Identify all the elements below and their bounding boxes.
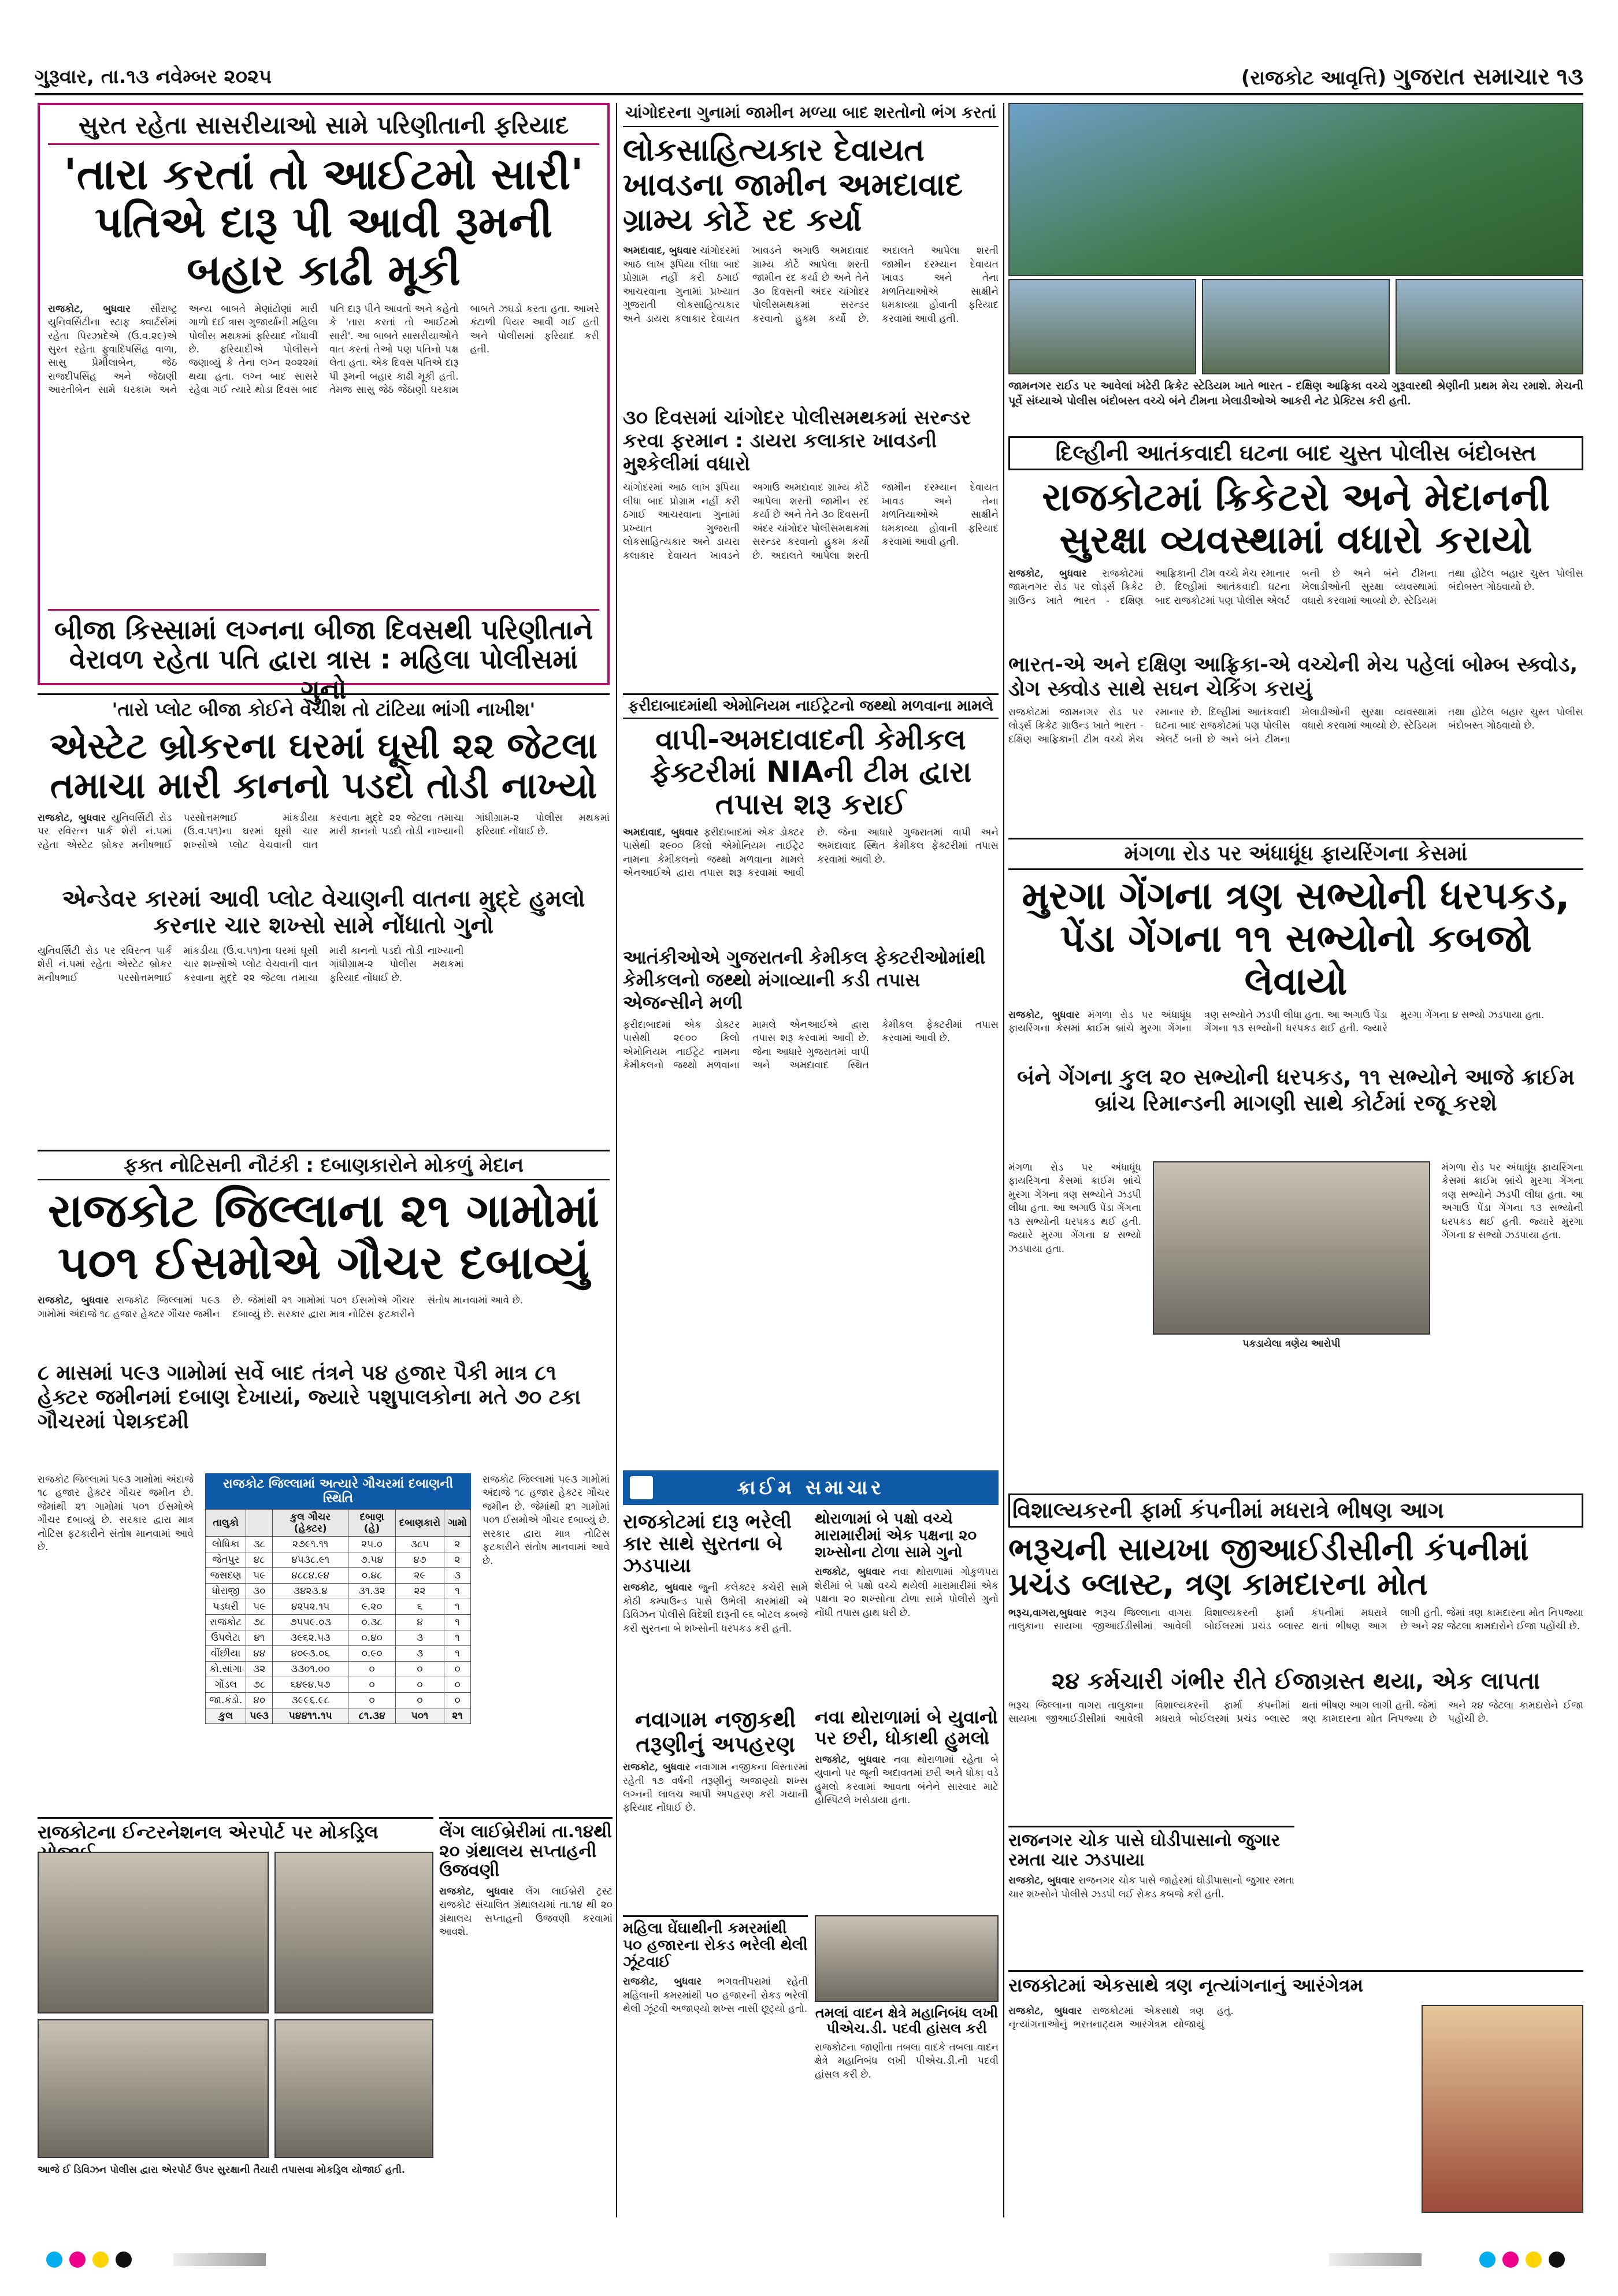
kicker: સુરત રહેતા સાસરીયાઓ સામે પરિણીતાની ફરિયાદ (48, 111, 599, 145)
table-cell: ૨૯ (395, 1568, 444, 1584)
table-cell: ૩૨ (246, 1662, 273, 1677)
body-text-cont-2: રાજકોટ જિલ્લામાં ૫૯૩ ગામોમાં અંદાજે ૧૮ હજાર હેક્ટર ગૌચર જમીન છે. જેમાંથી ૨૧ ગામોમાં ૫૦૧ ઈસમોએ ગૌચર દબાવ્યું છે. સરકાર દ્વારા માત્ર નોટિસ ફટકારીને સંતોષ માનવામાં આવે છે. (483, 1474, 610, 1567)
body-text: ભરૂચ જિલ્લાના વાગરા તાલુકાના સાયખા જીઆઈડીસીમાં આવેલી વિશાલ્યકરની ફાર્મા કંપનીમાં મધરાત્રે બોઈલરમાં પ્રચંડ બ્લાસ્ટ થતાં ભીષણ આગ લાગી હતી. જેમાં ત્રણ કામદારના મોત નિપજ્યા છે અને ૨૪ જેટલા કામદારોને ઈજા પહોંચી છે. (1008, 1607, 1583, 1633)
tabla-player-photo (815, 1915, 999, 2002)
table-cell: ૯.૨૦ (348, 1599, 395, 1615)
headline: લોકસાહિત્યકાર દેવાયત ખાવડના જામીન અમદાવાદ ગ્રામ્ય કોર્ટે રદ કર્યા (623, 132, 963, 238)
story-tabla-phd (815, 1915, 999, 2216)
table-cell: કુલ (206, 1708, 246, 1724)
table-cell: ૦.૯૦ (348, 1646, 395, 1662)
brand-logo: ગુજરાત સમાચાર (1393, 64, 1550, 90)
table-cell: ૭.૫૪ (348, 1552, 395, 1568)
table-cell: ૭૮ (246, 1615, 273, 1630)
table-total-row (206, 1708, 471, 1724)
table-cell: ૩ (395, 1646, 444, 1662)
black-dot (1549, 2252, 1565, 2268)
table-header-cell: ગામો (444, 1510, 471, 1537)
table-cell: જેતપુર (206, 1552, 246, 1568)
story-murga-gang (1008, 838, 1583, 1485)
table-cell: ૩૦ (246, 1584, 273, 1599)
table-cell: ૪ (395, 1615, 444, 1630)
table-cell: ૫૯૩ (246, 1708, 273, 1724)
table-cell: ૩ (395, 1630, 444, 1646)
table-header-cell: દબાણ (હે) (348, 1510, 395, 1537)
data-table (205, 1509, 471, 1724)
dateline: રાજકોટ, બુધવાર (439, 1885, 514, 1897)
body-text-cont-2: મંગળા રોડ પર અંધાધૂંધ ફાયરિંગના કેસમાં ક્રાઈમ બ્રાંચે મુરગા ગેંગના ત્રણ સભ્યોને ઝડપી લીધા હતા. આ અગાઉ પેંડા ગેંગના ૧૩ સભ્યોની ધરપકડ થઈ હતી. જ્યારે મુરગા ગેંગના ૪ સભ્યો ઝડપાયા હતા. (1442, 1162, 1583, 1242)
dateline: રાજકોટ, બુધવાર (38, 812, 106, 824)
body-text: નવાગામ નજીકના વિસ્તારમાં રહેતી ૧૭ વર્ષની તરૂણીનું અજાણ્યો શખ્સ લગ્નની લાલચ આપી અપહરણ કરી ગયાની ફરિયાદ નોંધાઈ છે. (623, 1762, 808, 1814)
headline: રાજકોટમાં દારૂ ભરેલી કાર સાથે સુરતના બે ઝડપાયા (623, 1510, 792, 1578)
table-cell: જસદણ (206, 1568, 246, 1584)
headline: થોરાળામાં બે પક્ષો વચ્ચે મારામારીમાં એક પક્ષના ૨૦ શખ્સોના ટોળા સામે ગુનો (815, 1510, 977, 1562)
table-cell: ૦.૩૮ (348, 1615, 395, 1630)
dateline: રાજકોટ, બુધવાર (815, 1753, 886, 1766)
mockdrill-photo-3 (38, 2019, 269, 2158)
dateline: અમદાવાદ, બુધવાર (623, 827, 699, 838)
table-cell: ૪૭ (395, 1552, 444, 1568)
gauchar-table (205, 1473, 471, 1724)
table-cell: રાજકોટ (206, 1615, 246, 1630)
table-cell: ૪૧ (246, 1630, 273, 1646)
table-cell: ૪૦૯૩.૦૬ (272, 1646, 348, 1662)
subheadline: આતંકીઓએ ગુજરાતની કેમીકલ ફેક્ટરીઓમાંથી કેમીકલનો જથ્થો મંગાવ્યાની કડી તપાસ એજન્સીને મળી (623, 946, 986, 1013)
story-bharuch-blast (1008, 1493, 1583, 1817)
headline: રાજકોટના ઈન્ટરનેશનલ એરપોર્ટ પર મોકડ્રિલ (38, 1817, 433, 1864)
table-row (206, 1646, 471, 1662)
body-text: ભગવતીપરામાં રહેતી મહિલાની કમરમાંથી ૫૦ હજારની રોકડ ભરેલી થેલી ઝૂંટવી અજાણ્યો શખ્સ નાસી છૂટ્યો હતો. (623, 1976, 808, 2015)
dateline: રાજકોટ, બુધવાર (38, 1295, 109, 1307)
subheadline: ભારત-એ અને દક્ષિણ આફ્રિકા-એ વચ્ચેની મેચ પહેલાં બોમ્બ સ્ક્વોડ, ડોગ સ્ક્વોડ સાથે સઘન ચેકિંગ કરાયું (1008, 652, 1578, 701)
table-cell: ૬ (395, 1599, 444, 1615)
table-cell: ૧ (444, 1630, 471, 1646)
table-cell: ૦ (348, 1662, 395, 1677)
headline: નવા થોરાળામાં બે યુવાનો પર છરી, ધોકાથી હુમલો (815, 1706, 998, 1749)
table-cell: ૨૨ (395, 1584, 444, 1599)
table-cell: લોધિકા (206, 1537, 246, 1552)
body-text: ફરીદાબાદમાં એક ડોક્ટર પાસેથી ૨૯૦૦ કિલો એમોનિયમ નાઈટ્રેટ નામના કેમીકલનો જથ્થો મળવાના મામલે એનઆઈએ દ્વારા તપાસ શરૂ કરવામાં આવી છે. જેના આધારે ગુજરાતમાં વાપી અને અમદાવાદ સ્થિત કેમીકલ ફેક્ટરીમાં તપાસ કરવામાં આવી છે. (623, 827, 999, 879)
table-cell: ૦.૪૮ (348, 1568, 395, 1584)
dateline: રાજકોટ, બુધવાર (815, 1566, 885, 1578)
table-title: રાજકોટ જિલ્લામાં અત્યારે ગૌચરમાં દબાણની સ્થિતિ (205, 1473, 471, 1509)
yellow-dot (1526, 2252, 1542, 2268)
table-cell: ૫૯ (246, 1568, 273, 1584)
mockdrill-photo-1 (38, 1852, 269, 2013)
body-text-cont: રાજકોટમાં જામનગર રોડ પર લોર્ડ્સ ક્રિકેટ ગ્રાઉન્ડ ખાતે ભારત - દક્ષિણ આફ્રિકાની ટીમ વચ્ચે મેચ રમાનાર છે. દિલ્હીમાં આતંકવાદી ઘટના બાદ રાજકોટમાં પણ પોલીસ એલર્ટ બની છે અને બંને ટીમના ખેલાડીઓની સુરક્ષા વ્યવસ્થામાં વધારો કરવામાં આવ્યો છે. સ્ટેડિયમ તથા હોટેલ બહાર ચુસ્ત પોલીસ બંદોબસ્ત ગોઠવાયો છે. (1008, 706, 1583, 745)
story-knife-attack (815, 1707, 999, 1909)
body-text: જુની કલેક્ટર કચેરી સામે કોઠી કમ્પાઉન્ડ પાસે ઉભેલી કારમાંથી એ ડિવિઝન પોલીસે વિદેશી દારૂની ૯૬ બોટલ કબજે કરી સુરતના બે શખ્સોની ધરપકડ કરી હતી. (623, 1582, 808, 1634)
table-cell: ૧ (444, 1599, 471, 1615)
table-cell: ૩૯૬૨.૫૩ (272, 1630, 348, 1646)
table-cell: ૦ (348, 1677, 395, 1693)
table-row (206, 1584, 471, 1599)
dateline: રાજકોટ, બુધવાર (1008, 1009, 1080, 1021)
body-text-cont: મંગળા રોડ પર અંધાધૂંધ ફાયરિંગના કેસમાં ક્રાઈમ બ્રાંચે મુરગા ગેંગના ત્રણ સભ્યોને ઝડપી લીધા હતા. આ અગાઉ પેંડા ગેંગના ૧૩ સભ્યોની ધરપકડ થઈ હતી. જ્યારે મુરગા ગેંગના ૪ સભ્યો ઝડપાયા હતા. (1008, 1162, 1141, 1255)
cricket-photo-main (1008, 103, 1583, 276)
table-cell: ૬૪૯૪.૫૭ (272, 1677, 348, 1693)
column-rule (1003, 103, 1004, 2217)
cricket-photo-4 (1396, 279, 1583, 374)
photo-caption: પકડાયેલા ત્રણેય આરોપી (1242, 1338, 1341, 1350)
headline: મહિલા ઘેંઘાથીની કમરમાંથી ૫૦ હજારના રોકડ ભરેલી થેલી ઝૂંટવાઈ (623, 1915, 808, 1971)
story-cricket-photos (1008, 103, 1583, 374)
table-header-row (206, 1510, 471, 1537)
black-dot (116, 2252, 132, 2268)
body-text: મંગળા રોડ પર અંધાધૂંધ ફાયરિંગના કેસમાં ક્રાઈમ બ્રાંચે મુરગા ગેંગના ત્રણ સભ્યોને ઝડપી લીધા હતા. આ અગાઉ પેંડા ગેંગના ૧૩ સભ્યોની ધરપકડ થઈ હતી. જ્યારે મુરગા ગેંગના ૪ સભ્યો ઝડપાયા હતા. (1008, 1009, 1545, 1035)
body-text: રાજનગર ચોક પાસે જાહેરમાં ઘોડીપાસાનો જુગાર રમતા ચાર શખ્સોને પોલીસે ઝડપી લઈ રોકડ કબજે કરી હતી. (1008, 1875, 1295, 1900)
table-cell: ૪૪ (246, 1646, 273, 1662)
headline: રાજનગર ચોક પાસે ઘોડીપાસાનો જુગાર રમતા ચાર ઝડપાયા (1008, 1826, 1294, 1870)
table-cell: ૨૧ (444, 1708, 471, 1724)
body-text: રાજકોટના જાણીતા તબલા વાદકે તબલા વાદન ક્ષેત્રે મહાનિબંધ લખી પીએચ.ડી.ની પદવી હાંસલ કરી છે. (815, 2041, 999, 2080)
body-text: રાજકોટમાં જામનગર રોડ પર લોર્ડ્સ ક્રિકેટ ગ્રાઉન્ડ ખાતે ભારત - દક્ષિણ આફ્રિકાની ટીમ વચ્ચે મેચ રમાનાર છે. દિલ્હીમાં આતંકવાદી ઘટના બાદ રાજકોટમાં પણ પોલીસ એલર્ટ બની છે અને બંને ટીમના ખેલાડીઓની સુરક્ષા વ્યવસ્થામાં વધારો કરવામાં આવ્યો છે. સ્ટેડિયમ તથા હોટેલ બહાર ચુસ્ત પોલીસ બંદોબસ્ત ગોઠવાયો છે. (1008, 567, 1583, 607)
story-liquor-car (623, 1511, 808, 1701)
body-text-cont: ફરીદાબાદમાં એક ડોક્ટર પાસેથી ૨૯૦૦ કિલો એમોનિયમ નાઈટ્રેટ નામના કેમીકલનો જથ્થો મળવાના મામલે એનઆઈએ દ્વારા તપાસ શરૂ કરવામાં આવી છે. જેના આધારે ગુજરાતમાં વાપી અને અમદાવાદ સ્થિત કેમીકલ ફેક્ટરીમાં તપાસ કરવામાં આવી છે. (623, 1019, 999, 1072)
table-cell: ૦ (348, 1693, 395, 1708)
table-header-cell: કુલ ગૌચર (હેક્ટર) (272, 1510, 348, 1537)
second-headline: બીજા કિસ્સામાં લગ્નના બીજા દિવસથી પરિણીતાને વેરાવળ રહેતા પતિ દ્વારા ત્રાસ : મહિલા પોલીસમાં ગુનો (48, 609, 599, 705)
kicker: ફરીદાબાદમાંથી એમોનિયમ નાઈટ્રેટનો જથ્થો મળવાના મામલે (623, 693, 999, 719)
table-row (206, 1677, 471, 1693)
table-cell: ૪૨૫૨.૧૫ (272, 1599, 348, 1615)
table-row (206, 1693, 471, 1708)
dateline: રાજકોટ, બુધવાર (623, 1762, 691, 1774)
body-text-cont: ભરૂચ જિલ્લાના વાગરા તાલુકાના સાયખા જીઆઈડીસીમાં આવેલી વિશાલ્યકરની ફાર્મા કંપનીમાં મધરાત્રે બોઈલરમાં પ્રચંડ બ્લાસ્ટ થતાં ભીષણ આગ લાગી હતી. જેમાં ત્રણ કામદારના મોત નિપજ્યા છે અને ૨૪ જેટલા કામદારોને ઈજા પહોંચી છે. (1008, 1699, 1583, 1725)
body-text: ચાંગોદરમાં આઠ લાખ રૂપિયા લીધા બાદ પ્રોગ્રામ નહીં કરી ઠગાઈ આચરવાના ગુનામાં પ્રખ્યાત ગુજરાતી લોકસાહિત્યકાર અને ડાયરા કલાકાર દેવાયત ખાવડને અગાઉ અમદાવાદ ગ્રામ્ય કોર્ટે આપેલા શરતી જામીન રદ કર્યા છે અને તેને ૩૦ દિવસની અંદર ચાંગોદર પોલીસમથકમાં સરન્ડર કરવાનો હુકમ કર્યો છે. અદાલતે આપેલા શરતી જામીન દરમ્યાન દેવાયત ખાવડ અને તેના મળતિયાઓએ સાક્ષીને ધમકાવ્યા હોવાની ફરિયાદ કરવામાં આવી હતી. (623, 245, 999, 325)
subheadline: ૨૪ કર્મચારી ગંભીર રીતે ઈજાગ્રસ્ત થયા, એક લાપતા (1051, 1667, 1541, 1695)
table-cell: ૩૪૨૩.૪ (272, 1584, 348, 1599)
story-kidnapping (623, 1707, 808, 1909)
table-cell: ૦ (444, 1693, 471, 1708)
kicker: દિલ્હીની આતંકવાદી ઘટના બાદ ચુસ્ત પોલીસ બંદોબસ્ત (1008, 436, 1583, 470)
table-header-cell (246, 1510, 273, 1537)
headline: 'તારા કરતાં તો આઈટમો સારી' પતિએ દારૂ પી આવી રૂમની બહાર કાઢી મૂકી (64, 150, 584, 295)
page-number: ૧૩ (1556, 64, 1583, 90)
table-cell: કો.સાંગા (206, 1662, 246, 1677)
body-text: નવા થોરાળામાં ગોકુળપરા શેરીમાં બે પક્ષો વચ્ચે થયેલી મારામારીમાં એક પક્ષના ૨૦ શખ્સોના ટોળા સામે પોલીસે ગુનો નોંધી તપાસ હાથ ધરી છે. (815, 1566, 999, 1619)
dateline: ભરૂચ,વાગરા,બુધવાર (1008, 1607, 1087, 1619)
table-cell: ૧ (444, 1646, 471, 1662)
body-text: યુનિવર્સિટી રોડ પર રવિરત્ન પાર્ક શેરી નં.૫માં રહેતા એસ્ટેટ બ્રોકર મનીષભાઈ પરસોત્તમભાઈ માંકડીયા (ઉ.વ.૫૧)ના ઘરમાં ઘૂસી ચાર શખ્સોએ પ્લોટ વેચવાની વાત કરવાના મુદ્દે ૨૨ જેટલા તમાચા મારી કાનનો પડદો તોડી નાખ્યાની ગાંધીગ્રામ-૨ પોલીસ મથકમાં ફરિયાદ નોંધાઈ છે. (38, 812, 610, 851)
issue-date: ગુરૂવાર, તા.૧૩ નવેમ્બર ૨૦૨૫ (35, 65, 272, 88)
table-cell: ૨૭૯૧.૧૧ (272, 1537, 348, 1552)
cyan-dot (46, 2252, 62, 2268)
table-cell: ૦ (395, 1662, 444, 1677)
registration-bar (1329, 2253, 1422, 2266)
story-dowry (38, 103, 610, 705)
story-gambling (1008, 1826, 1294, 1964)
table-cell: ૦ (395, 1693, 444, 1708)
story-devayat-khavad (623, 103, 999, 686)
table-row (206, 1537, 471, 1552)
mockdrill-photo-2 (274, 1852, 433, 2013)
table-row (206, 1662, 471, 1677)
kicker: ફક્ત નોટિસની નૌટંકી : દબાણકારોને મોકળું મેદાન (38, 1150, 610, 1180)
cricket-photo-3 (1202, 279, 1390, 374)
body-text-cont: યુનિવર્સિટી રોડ પર રવિરત્ન પાર્ક શેરી નં.૫માં રહેતા એસ્ટેટ બ્રોકર મનીષભાઈ પરસોત્તમભાઈ માંકડીયા (ઉ.વ.૫૧)ના ઘરમાં ઘૂસી ચાર શખ્સોએ પ્લોટ વેચવાની વાત કરવાના મુદ્દે ૨૨ જેટલા તમાચા મારી કાનનો પડદો તોડી નાખ્યાની ગાંધીગ્રામ-૨ પોલીસ મથકમાં ફરિયાદ નોંધાઈ છે. (38, 945, 464, 984)
edition: (રાજકોટ આવૃત્તિ) (1241, 66, 1387, 90)
dateline: રાજકોટ, બુધવાર (48, 303, 131, 315)
story-thorala-clash (815, 1511, 999, 1701)
body-text: નવા થોરાળામાં રહેતા બે યુવાનો પર જૂની અદાવતમાં છરી અને ધોકા વડે હુમલો કરવામાં આવતા બંનેને સારવાર માટે હોસ્પિટલે ખસેડાયા હતા. (815, 1753, 999, 1807)
kicker: 'તારો પ્લોટ બીજા કોઈને વેચીશ તો ટાંટિયા ભાંગી નાખીશ' (38, 693, 610, 721)
table-cell: ઉપલેટા (206, 1630, 246, 1646)
photo-caption: જામનગર રાઈડ પર આવેલાં ખંઢેરી ક્રિકેટ સ્ટેડિયમ ખાતે ભારત - દક્ષિણ આફ્રિકા વચ્ચે ગુરૂવારથી શ્રેણીની પ્રથમ મેચ રમાશે. મેચની પૂર્વે સંધ્યાએ પોલીસ બંદોબસ્ત વચ્ચે બંને ટીમના ખેલાડીઓએ આકરી નેટ પ્રેક્ટિસ કરી હતી. (1008, 380, 1583, 408)
headline: રાજકોટ જિલ્લાના ૨૧ ગામોમાં ૫૦૧ ઈસમોએ ગૌચર દબાવ્યું (47, 1184, 600, 1290)
dateline: રાજકોટ, બુધવાર (1008, 567, 1087, 579)
table-cell: ૩૮૫ (395, 1537, 444, 1552)
magenta-dot (1502, 2252, 1519, 2268)
story-cricket-security (1008, 436, 1583, 829)
body-text: લેંગ લાઈબ્રેરી ટ્રસ્ટ રાજકોટ સંચાલિત ગ્રંથાલયમાં તા.૧૪ થી ૨૦ ગ્રંથાલય સપ્તાહની ઉજવણી કરવામાં આવશે. (439, 1885, 613, 1938)
body-text-cont: ચાંગોદરમાં આઠ લાખ રૂપિયા લીધા બાદ પ્રોગ્રામ નહીં કરી ઠગાઈ આચરવાના ગુનામાં પ્રખ્યાત ગુજરાતી લોકસાહિત્યકાર અને ડાયરા કલાકાર દેવાયત ખાવડને અગાઉ અમદાવાદ ગ્રામ્ય કોર્ટે આપેલા શરતી જામીન રદ કર્યા છે અને તેને ૩૦ દિવસની અંદર ચાંગોદર પોલીસમથકમાં સરન્ડર કરવાનો હુકમ કર્યો છે. અદાલતે આપેલા શરતી જામીન દરમ્યાન દેવાયત ખાવડ અને તેના મળતિયાઓએ સાક્ષીને ધમકાવ્યા હોવાની ફરિયાદ કરવામાં આવી હતી. (623, 482, 999, 562)
story-arangetram (1008, 1970, 1583, 2216)
table-cell: ધોરાજી (206, 1584, 246, 1599)
accused-photo (1153, 1161, 1430, 1335)
table-cell: ૩૩૦૧.૦૦ (272, 1662, 348, 1677)
headline: ભરૂચની સાયખા જીઆઈડીસીની કંપનીમાં પ્રચંડ બ્લાસ્ટ, ત્રણ કામદારના મોત (1008, 1531, 1529, 1603)
table-cell: ૦.૪૦ (348, 1630, 395, 1646)
table-cell: ૪૫૩૮.૯૧ (272, 1552, 348, 1568)
table-row (206, 1615, 471, 1630)
table-cell: ૩૮ (246, 1537, 273, 1552)
table-cell: ૦ (395, 1677, 444, 1693)
story-cash-snatching (623, 1915, 808, 2216)
mockdrill-photo-4 (274, 2019, 433, 2158)
dateline: અમદાવાદ, બુધવાર (623, 245, 697, 257)
headline: મુરગા ગેંગના ત્રણ સભ્યોની ધરપકડ, પેંડા ગેંગના ૧૧ સભ્યોનો કબજો લેવાયો (1022, 874, 1570, 1004)
headline: એસ્ટેટ બ્રોકરના ઘરમાં ઘૂસી ૨૨ જેટલા તમાચા મારી કાનનો પડદો તોડી નાખ્યો (49, 725, 598, 807)
yellow-dot (92, 2252, 109, 2268)
table-header-cell: દબાણકારો (395, 1510, 444, 1537)
story-nia-chemical (623, 693, 999, 1179)
kicker: મંગળા રોડ પર અંધાધૂંધ ફાયરિંગના કેસમાં (1008, 838, 1583, 870)
dancer-photo (1422, 2005, 1583, 2213)
table-cell: ૩૧.૩૨ (348, 1584, 395, 1599)
magenta-dot (69, 2252, 86, 2268)
table-cell: ૭૫૫૯.૦૩ (272, 1615, 348, 1630)
table-row (206, 1599, 471, 1615)
subheadline: ૮ માસમાં ૫૯૩ ગામોમાં સર્વે બાદ તંત્રને ૫૪ હજાર પૈકી માત્ર ૮૧ હેક્ટર જમીનમાં દબાણ દેખાયાં, જ્યારે પશુપાલકોના મતે ૭૦ ટકા ગૌચરમાં પેશકદમી (38, 1361, 581, 1434)
subheadline: બંને ગેંગના કુલ ૨૦ સભ્યોની ધરપકડ, ૧૧ સભ્યોને આજે ક્રાઈમ બ્રાંચ રિમાન્ડની માગણી સાથે કોર્ટમાં રજૂ કરશે (1016, 1064, 1575, 1116)
column-rule (616, 103, 617, 2217)
table-cell: વીંછીયા (206, 1646, 246, 1662)
body-text: રાજકોટ જિલ્લામાં ૫૯૩ ગામોમાં અંદાજે ૧૮ હજાર હેક્ટર ગૌચર જમીન છે. જેમાંથી ૨૧ ગામોમાં ૫૦૧ ઈસમોએ ગૌચર દબાવ્યું છે. સરકાર દ્વારા માત્ર નોટિસ ફટકારીને સંતોષ માનવામાં આવે છે. (38, 1295, 524, 1320)
cyan-dot (1479, 2252, 1495, 2268)
banner-label: ક્રાઈમ સમાચાર (737, 1476, 885, 1499)
subheadline: ૩૦ દિવસમાં ચાંગોદર પોલીસમથકમાં સરન્ડર કરવા ફરમાન : ડાયરા કલાકાર ખાવડની મુશ્કેલીમાં વધારો (623, 406, 971, 476)
subheadline: એન્ડેવર કારમાં આવી પ્લોટ વેચાણની વાતના મુદ્દે હુમલો કરનાર ચાર શખ્સો સામે નોંધાતો ગુનો (62, 885, 585, 939)
table-cell: ૧ (444, 1584, 471, 1599)
table-cell: ૨૫.૦ (348, 1537, 395, 1552)
headline: નવાગામ નજીકથી તરૂણીનું અપહરણ (634, 1707, 796, 1757)
table-cell: પડધરી (206, 1599, 246, 1615)
table-cell: ૫૪૪૧૧.૧૫ (272, 1708, 348, 1724)
table-cell: ૦ (444, 1662, 471, 1677)
body-text-cont: રાજકોટ જિલ્લામાં ૫૯૩ ગામોમાં અંદાજે ૧૮ હજાર હેક્ટર ગૌચર જમીન છે. જેમાંથી ૨૧ ગામોમાં ૫૦૧ ઈસમોએ ગૌચર દબાવ્યું છે. સરકાર દ્વારા માત્ર નોટિસ ફટકારીને સંતોષ માનવામાં આવે છે. (38, 1474, 194, 1554)
story-airport-mockdrill (38, 1817, 433, 2216)
story-gauchar (38, 1150, 610, 1808)
dateline: રાજકોટ, બુધવાર (1008, 2005, 1082, 2017)
registration-bar (173, 2253, 266, 2266)
cricket-photo-2 (1008, 279, 1196, 374)
table-cell: ૮૧.૩૪ (348, 1708, 395, 1724)
kicker: ચાંગોદરના ગુનામાં જામીન મળ્યા બાદ શરતોનો ભંગ કરતાં (623, 103, 999, 127)
table-row (206, 1552, 471, 1568)
table-header-cell: તાલુકો (206, 1510, 246, 1537)
table-cell: ૪૮ (246, 1552, 273, 1568)
table-cell: ૫૦૧ (395, 1708, 444, 1724)
table-cell: ૦ (444, 1677, 471, 1693)
table-cell: ૫૯ (246, 1599, 273, 1615)
table-cell: ૪૦ (246, 1693, 273, 1708)
headline: તમલાં વાદન ક્ષેત્રે મહાનિબંધ લખી પીએચ.ડી. પદવી હાંસલ કરી (815, 2005, 999, 2037)
banner-icon (630, 1476, 653, 1499)
body-text: સૌરાષ્ટ્ર યુનિવર્સિટીના સ્ટાફ ક્વાર્ટર્સમાં રહેતા પિરઝાદેએ (ઉ.વ.૨૯)એ સુરત રહેતા ફુવાદિપસિંહ વાળા, સાસુ પ્રેમીલાબેન, જેઠ રાજદીપસિંહ અને જેઠાણી આરતીબેન સામે ઘરકામ અને અન્ય બાબતે મેણાંટોણાં મારી ગાળો દઈ ત્રાસ ગુજાર્યાની મહિલા પોલીસ મથકમાં ફરિયાદ નોંધાવી છે. ફરિયાદીએ પોલીસને જણાવ્યું કે તેના લગ્ન ૨૦૨૨માં થયા હતા. લગ્ન બાદ સાસરે રહેવા ગઈ ત્યારે થોડા દિવસ બાદ પતિ દારૂ પીને આવતો અને કહેતો કે 'તારા કરતાં તો આઈટમો સારી'. આ બાબતે સાસરીયાઓને વાત કરતાં તેઓ પણ પતિનો પક્ષ લેતા હતા. એક દિવસ પતિએ દારૂ પી રૂમની બહાર કાઢી મૂકી હતી. તેમજ સાસુ જેઠ જેઠાણી ઘરકામ બાબતે ઝઘડો કરતા હતા. આખરે કંટાળી પિયર આવી ગઈ હતી અને પોલીસમાં ફરિયાદ કરી હતી. (48, 303, 599, 396)
photo-caption: આજે ઈ ડિવિઝન પોલીસ દ્વારા એરપોર્ટ ઉપર સુરક્ષાની તૈયારી તપાસવા મોકડ્રિલ યોજાઈ હતી. (38, 2164, 405, 2176)
masthead (35, 61, 1583, 95)
headline: વાપી-અમદાવાદની કેમીકલ ફેક્ટરીમાં NIAની ટીમ દ્વારા તપાસ શરૂ કરાઈ (650, 723, 972, 821)
table-cell: ૩ (444, 1568, 471, 1584)
headline: લેંગ લાઈબ્રેરીમાં તા.૧૪થી ૨૦ ગ્રંથાલય સપ્તાહની ઉજવણી (439, 1817, 613, 1881)
story-library-week (439, 1817, 613, 2216)
table-row (206, 1568, 471, 1584)
table-cell: ૨ (444, 1537, 471, 1552)
headline: રાજકોટમાં એકસાથે ત્રણ નૃત્યાંગનાનું આરંગેત્રમ (1008, 1970, 1583, 1996)
dateline: રાજકોટ, બુધવાર (1008, 1875, 1075, 1887)
dateline: રાજકોટ, બુધવાર (623, 1582, 692, 1594)
kicker: વિશાલ્યકરની ફાર્મા કંપનીમાં મધરાત્રે ભીષણ આગ (1008, 1493, 1583, 1528)
table-cell: ૭૮ (246, 1677, 273, 1693)
table-row (206, 1630, 471, 1646)
story-estate-broker (38, 693, 610, 1132)
table-cell: ૧ (444, 1615, 471, 1630)
table-cell: ગોંડલ (206, 1677, 246, 1693)
table-cell: જા.કંડો. (206, 1693, 246, 1708)
crime-news-banner (623, 1470, 999, 1505)
headline: રાજકોટમાં ક્રિકેટરો અને મેદાનની સુરક્ષા વ્યવસ્થામાં વધારો કરાયો (1042, 475, 1550, 562)
body-text: રાજકોટમાં એકસાથે ત્રણ નૃત્યાંગનાઓનું ભરતનાટ્યમ આરંગેત્રમ યોજાયું હતું. (1008, 2005, 1234, 2031)
table-cell: ૪૮૮૪.૯૪ (272, 1568, 348, 1584)
table-cell: ૨ (444, 1552, 471, 1568)
dateline: રાજકોટ, બુધવાર (623, 1976, 702, 1988)
table-cell: ૩૯૯૬.૯૮ (272, 1693, 348, 1708)
